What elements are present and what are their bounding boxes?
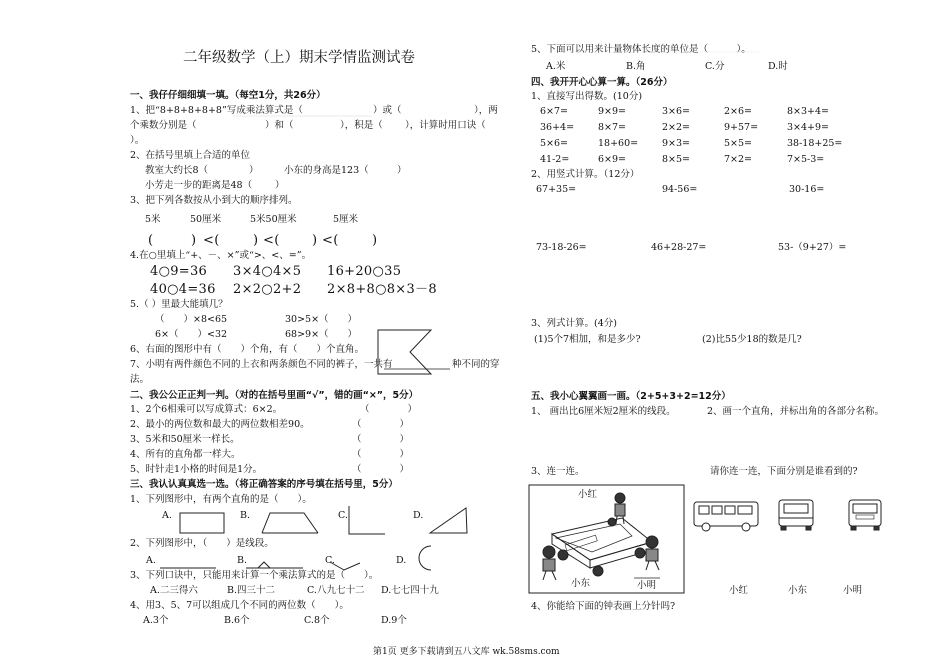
bus-label: 小红 <box>729 585 749 596</box>
q3-blank: ) <box>372 233 378 248</box>
choice-opt: D.9个 <box>381 615 407 626</box>
choice-opt: B. <box>240 510 251 521</box>
q1-part-c: ），两 <box>474 105 498 116</box>
q3-blank: ) <box>191 233 197 248</box>
calc-q2: 2、用竖式计算。（12分） <box>531 169 640 180</box>
choice-opt: C. <box>325 555 335 566</box>
r-q5-opt: C.分 <box>705 61 725 72</box>
q3-blank: <( <box>263 233 280 248</box>
calc-cell: 5×5= <box>724 138 753 149</box>
q1-part-h: ）。 <box>130 135 145 146</box>
choice-opt: C. <box>338 510 348 521</box>
choice-opt: B. <box>237 555 248 566</box>
judge-item: 5、时针走1小格的时间是1分。 <box>130 464 263 475</box>
child-icon <box>615 493 625 524</box>
page-title: 二年级数学（上）期末学情监测试卷 <box>183 50 415 66</box>
calc-cell: 36+4= <box>540 122 575 133</box>
q7-text-a: 7、小明有两件颜色不同的上衣和两条颜色不同的裤子，一共有 <box>130 359 393 370</box>
q3-blank: <( <box>203 233 220 248</box>
draw-q2: 2、画一个直角，并标出角的各部分名称。 <box>707 406 885 417</box>
q4-expr: 2×8+8○8×3－8 <box>327 282 437 297</box>
calc-cell: 8×7= <box>598 122 627 133</box>
bus-label: 小明 <box>843 585 863 596</box>
judge-paren: （ ） <box>352 464 410 475</box>
q3-blank: ( <box>148 233 154 248</box>
calc-cell: 7×5-3= <box>787 154 825 165</box>
section-2-heading: 二、我公公正正判一判。（对的在括号里画“√”，错的画“×”，5分） <box>130 390 419 401</box>
q4-expr: 2×2○2+2 <box>233 282 302 297</box>
q7-text-c: 法。 <box>130 374 150 385</box>
q3-blank: ) <box>253 233 259 248</box>
bus-front-icon <box>849 500 881 530</box>
q2-c: 小芳走一步的距离是48（ <box>145 180 253 191</box>
q5-expr: 30>5×（ ） <box>285 314 358 325</box>
calc-cell: 9+57= <box>724 122 759 133</box>
choice-q3: 3、下列口诀中，只能用来计算一个乘法算式的是（ ）。 <box>130 570 379 581</box>
q2-b-close: ） <box>397 165 407 176</box>
page-footer: 第1页 更多下载请到五八文库 wk.58sms.com <box>373 647 560 657</box>
zigzag-mark <box>258 562 270 568</box>
choice-q4: 4、用3、5、7可以组成几个不同的两位数（ ）。 <box>130 600 349 611</box>
r-q5-opt: D.时 <box>768 61 788 72</box>
bus-label: 小东 <box>788 585 808 596</box>
q4-text: 4.在○里填上“+、－、×”或“>、<、=”。 <box>130 250 312 261</box>
vertical-calc: 94-56= <box>662 184 698 195</box>
child-icon <box>543 546 556 580</box>
child-label: 小东 <box>571 578 591 589</box>
judge-paren: （ ） <box>352 419 410 430</box>
r-q5-text: 5、下面可以用来计量物体长度的单位是（ ）。 <box>531 44 751 55</box>
choice-opt: D. <box>396 555 407 566</box>
section-3-heading: 三、我认认真真选一选。（将正确答案的序号填在括号里，5分） <box>130 479 398 490</box>
q3-blank: ) <box>312 233 318 248</box>
choice-q2: 2、下列图形中，（ ）是线段。 <box>130 538 274 549</box>
q3-item: 5厘米 <box>333 214 359 225</box>
calc-cell: 8×3+4= <box>787 106 830 117</box>
q5-expr: （ ）×8<65 <box>155 314 228 325</box>
child-label: 小明 <box>637 580 657 591</box>
triangle-shape <box>430 508 467 533</box>
calc-cell: 9×9= <box>598 106 627 117</box>
vertical-calc: 30-16= <box>789 184 825 195</box>
r-q5-opt: A.米 <box>546 61 566 72</box>
draw-q3: 3、连一连。 <box>531 466 585 477</box>
judge-paren: （ ） <box>360 404 418 415</box>
q5-expr: 68>9×（ ） <box>285 329 358 340</box>
q5-text: 5.（ ）里最大能填几？ <box>130 299 228 310</box>
draw-q4: 4、你能给下面的钟表画上分针吗? <box>531 601 676 612</box>
q3-text: 3、把下列各数按从小到大的顺序排列。 <box>130 195 298 206</box>
draw-q1: 1、 画出比6厘米短2厘米的线段。 <box>531 406 676 417</box>
q2-text: 2、在括号里填上合适的单位 <box>130 150 251 161</box>
car-icon <box>552 518 652 576</box>
calc-cell: 3×6= <box>662 106 691 117</box>
q7-text-b: 种不同的穿 <box>452 359 500 370</box>
flag-shape <box>378 330 431 374</box>
r-q5-opt: B.角 <box>626 61 646 72</box>
q1-part-b: ）或（ <box>373 105 402 116</box>
draw-q3b: 请你连一连，下面分别是谁看到的? <box>710 466 858 477</box>
calc-cell: 2×6= <box>724 106 753 117</box>
choice-opt: D.七七四十九 <box>381 585 439 596</box>
q2-b: 小东的身高是123（ <box>284 165 369 176</box>
q3-item: 50厘米 <box>190 214 222 225</box>
q3-blank: <( <box>322 233 339 248</box>
choice-q1: 1、下列图形中，有两个直角的是（ ）。 <box>130 494 312 505</box>
q1-part-e: ）和（ <box>265 120 294 131</box>
q1-part-a: 1、把“8+8+8+8+8”写成乘法算式是（ <box>130 105 303 116</box>
calc-cell: 9×3= <box>662 138 691 149</box>
judge-item: 3、5米和50厘米一样长。 <box>130 434 240 445</box>
calc-cell: 18+60= <box>598 138 639 149</box>
q1-part-f: ），积是（ <box>340 120 383 131</box>
q4-expr: 40○4=36 <box>150 282 216 297</box>
vertical-calc: 53-（9+27）= <box>778 242 847 253</box>
rectangle-shape <box>180 513 224 533</box>
choice-opt: C.8个 <box>304 615 330 626</box>
curve-option-c <box>330 562 360 570</box>
calc-cell: 7×2= <box>724 154 753 165</box>
calc-cell: 5×6= <box>540 138 569 149</box>
q2-a: 教室大约长8（ <box>145 165 209 176</box>
judge-paren: （ ） <box>352 434 410 445</box>
calc-q3: 3、列式计算。(4分) <box>531 318 618 329</box>
choice-opt: A. <box>146 555 156 566</box>
bus-side-icon <box>694 502 758 531</box>
word-problem: (1)5个7相加，和是多少? <box>534 334 641 345</box>
q3-item: 5米50厘米 <box>250 214 297 225</box>
q1-part-g: ），计算时用口诀（ <box>405 120 486 131</box>
child-icon <box>646 536 659 570</box>
choice-opt: A. <box>162 510 172 521</box>
bus-rear-icon <box>779 500 813 530</box>
calc-cell: 38-18+25= <box>787 138 843 149</box>
section-4-heading: 四、我开开心心算一算。（26分） <box>531 77 673 88</box>
judge-item: 2、最小的两位数和最大的两位数相差90。 <box>130 419 310 430</box>
right-angle-shape <box>349 506 385 534</box>
q2-a-close: ） <box>249 165 259 176</box>
q1-part-d: 个乘数分别是（ <box>130 120 197 131</box>
choice-opt: B.6个 <box>224 615 250 626</box>
choice-opt: A.3个 <box>143 615 169 626</box>
q4-expr: 3×4○4×5 <box>233 264 302 279</box>
choice-opt: C.八九七十二 <box>307 585 365 596</box>
vertical-calc: 46+28-27= <box>651 242 707 253</box>
judge-item: 1、2个6相乘可以写成算式：6×2。 <box>130 404 283 415</box>
calc-cell: 6×9= <box>598 154 627 165</box>
vertical-calc: 67+35= <box>536 184 577 195</box>
judge-paren: （ ） <box>352 449 410 460</box>
q5-expr: 6×（ ）<32 <box>155 329 228 340</box>
calc-cell: 6×7= <box>540 106 569 117</box>
q3-item: 5米 <box>145 214 161 225</box>
q4-expr: 4○9=36 <box>150 264 208 279</box>
section-1-heading: 一、我仔仔细细填一填。（每空1分，共26分） <box>130 90 326 101</box>
word-problem: (2)比55少18的数是几? <box>702 334 802 345</box>
q4-expr: 16+20○35 <box>327 264 402 279</box>
calc-cell: 41-2= <box>540 154 570 165</box>
choice-opt: B.四三十二 <box>227 585 276 596</box>
vertical-calc: 73-18-26= <box>536 242 587 253</box>
choice-opt: D. <box>413 510 424 521</box>
trapezoid-shape <box>262 513 318 533</box>
calc-q1: 1、直接写出得数。(10分) <box>531 91 643 102</box>
calc-cell: 3×4+9= <box>787 122 830 133</box>
section-5-heading: 五、我小心翼翼画一画。（2+5+3+2=12分） <box>531 391 731 402</box>
calc-cell: 8×5= <box>662 154 691 165</box>
judge-item: 4、所有的直角都一样大。 <box>130 449 241 460</box>
q6-text: 6、右面的图形中有（ ）个角，有（ ）个直角。 <box>130 344 365 355</box>
child-label: 小红 <box>578 489 598 500</box>
arc-option-d <box>419 546 431 570</box>
choice-opt: A.二三得六 <box>150 585 198 596</box>
q2-c-close: ） <box>275 180 285 191</box>
calc-cell: 2×2= <box>662 122 691 133</box>
